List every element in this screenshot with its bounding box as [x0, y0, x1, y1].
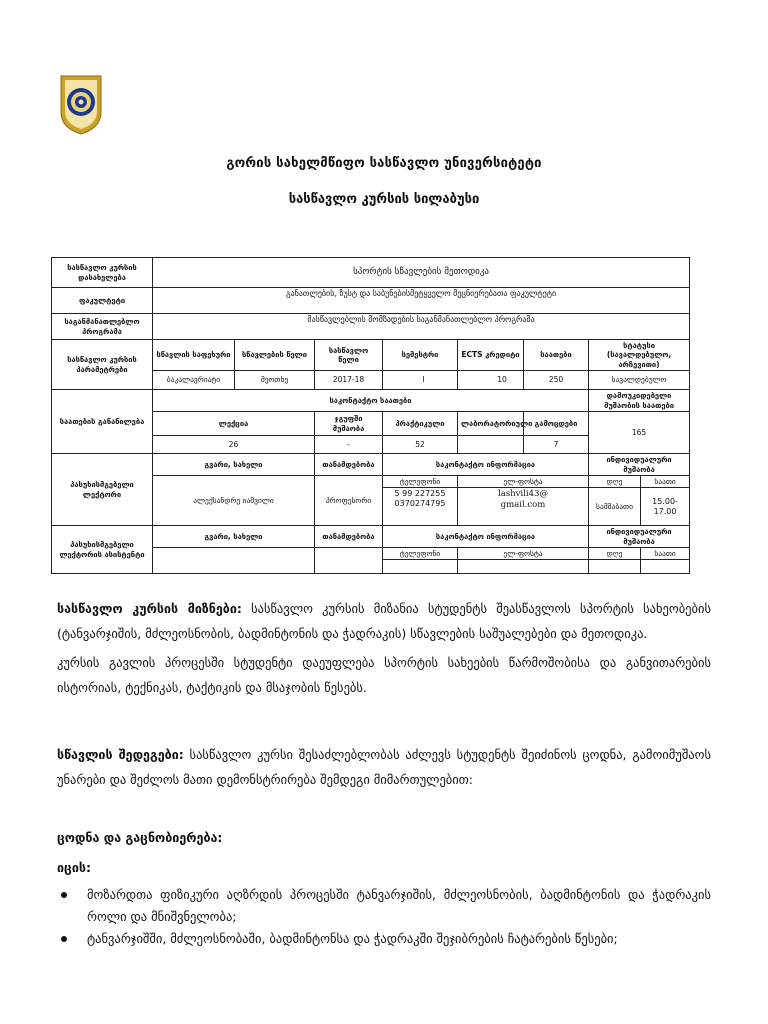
- col-phone-header: ტელეფონი: [383, 475, 458, 487]
- faculty-value: განათლების, ზუსტ და საბუნებისმეტყველო მეცნიერებათა ფაკულტეტი: [153, 288, 690, 314]
- hours-label: საათების განაწილება: [52, 390, 153, 454]
- param-header: სასწავლო წელი: [315, 340, 383, 371]
- knowledge-list: [57, 884, 711, 950]
- col-position-header: თანამდებობა: [315, 526, 383, 548]
- bullet-icon: [61, 892, 67, 898]
- param-header: საათები: [524, 340, 589, 371]
- knowledge-subheading: იცის:: [57, 860, 91, 875]
- goals-paragraph: [57, 596, 711, 646]
- col-contact-header: საკონტაქტო ინფორმაცია: [383, 526, 589, 548]
- assistant-position: [315, 548, 383, 574]
- lecturer-label: პასუხისმგებელი ლექტორი: [52, 454, 153, 526]
- goals-text: სასწავლო კურსის მიზანია სტუდენტს შეასწავლოს სპორტის სახეობების (ტანვარჯიშის, მძლეოსნობის, ბადმინტონის და ჭადრაკის) სწავლების საშუალებები და მეთოდიკა.: [57, 601, 711, 641]
- col-email-header: ელ-ფოსტა: [458, 548, 589, 560]
- param-header: სწავლის საფეხური: [153, 340, 235, 371]
- list-item-text: ტანვარჯიშში, მძლეოსნობაში, ბადმინტონსა და ჭადრაკში შეჯიბრების ჩატარების წესები;: [87, 931, 618, 946]
- param-value: I: [383, 371, 458, 390]
- course-name-label: სასწავლო კურსის დასახელება: [52, 258, 153, 288]
- contact-hours-header: საკონტაქტო საათები: [153, 390, 589, 412]
- param-value: 2017-18: [315, 371, 383, 390]
- independent-hours-header: დამოუკიდებელი მუშაობის საათები: [589, 390, 690, 412]
- lecturer-time-1: 15.00-: [652, 496, 678, 506]
- lecturer-day: სამშაბათი: [589, 488, 641, 526]
- col-day-header: დღე: [589, 475, 641, 487]
- col-name-header: გვარი, სახელი: [153, 526, 315, 548]
- outcomes-text: სასწავლო კურსი შესაძლებლობას აძლევს სტუდენტს შეიძინოს ცოდნა, გამოიმუშაოს უნარები და შეძლოს მათი დემონსტრირება შემდეგი მიმართულებით:: [57, 747, 711, 787]
- lecturer-phone: [383, 488, 458, 526]
- col-individual-header: ინდივიდუალური მუშაობა: [589, 454, 690, 476]
- hours-header-practical: პრაქტიკული: [383, 412, 458, 436]
- param-value: 250: [524, 371, 589, 390]
- assistant-phone: [383, 560, 458, 574]
- syllabus-table: [51, 257, 690, 574]
- hours-value-practical: 52: [383, 436, 458, 454]
- university-name: გორის სახელმწიფო სასწავლო უნივერსიტეტი: [226, 156, 542, 171]
- lecturer-time-2: 17.00: [653, 506, 677, 516]
- program-value: მასწავლებლის მომზადების საგანმანათლებლო პროგრამა: [153, 314, 690, 340]
- col-position-header: თანამდებობა: [315, 454, 383, 476]
- param-value: 10: [458, 371, 524, 390]
- param-value: ბაკალავრიატი: [153, 371, 235, 390]
- faculty-label: ფაკულტეტი: [52, 288, 153, 314]
- lecturer-name: ალექსანდრე იაშვილი: [153, 475, 315, 525]
- assistant-day: [589, 560, 641, 574]
- lecturer-email-2: gmail.com: [500, 499, 546, 510]
- col-individual-header: ინდივიდუალური მუშაობა: [589, 526, 690, 548]
- independent-hours-value: 165: [589, 412, 690, 454]
- param-header: სემესტრი: [383, 340, 458, 371]
- lecturer-position: პროფესორი: [315, 475, 383, 525]
- param-header: ECTS კრედიტი: [458, 340, 524, 371]
- assistant-time: [641, 560, 690, 574]
- outcomes-paragraph: [57, 742, 711, 792]
- col-hour-header: საათი: [641, 548, 690, 560]
- program-label: საგანმანათლებლო პროგრამა: [52, 314, 153, 340]
- col-hour-header: საათი: [641, 475, 690, 487]
- course-name: სპორტის სწავლების მეთოდიკა: [153, 258, 690, 288]
- param-header: სწავლების წელი: [235, 340, 315, 371]
- hours-value-lab: [458, 436, 524, 454]
- outcomes-label: სწავლის შედეგები:: [57, 747, 184, 762]
- col-contact-header: საკონტაქტო ინფორმაცია: [383, 454, 589, 476]
- document-title: სასწავლო კურსის სილაბუსი: [288, 192, 480, 207]
- lecturer-phone-1: 5 99 227255: [394, 489, 446, 499]
- assistant-name: [153, 548, 315, 574]
- knowledge-heading: ცოდნა და გაცნობიერება:: [57, 830, 223, 845]
- list-item-text: მოზარდთა ფიზიკური აღზრდის პროცესში ტანვარჯიშის, მძლეოსნობის, ბადმინტონის და ჭადრაკის როლი და მნიშვნელობა;: [87, 887, 711, 924]
- hours-header-group: ჯგუფში მუშაობა: [315, 412, 383, 436]
- params-label: სასწავლო კურსის პარამეტრები: [52, 340, 153, 390]
- col-phone-header: ტელეფონი: [383, 548, 458, 560]
- lecturer-email[interactable]: [458, 488, 589, 526]
- param-value: მეოთხე: [235, 371, 315, 390]
- param-value: სავალდებულო: [589, 371, 690, 390]
- param-header: სტატუსი (სავალდებულო, არჩევითი): [589, 340, 690, 371]
- col-email-header: ელ-ფოსტა: [458, 475, 589, 487]
- goals-paragraph-2: კურსის გავლის პროცესში სტუდენტი დაეუფლება სპორტის სახეების წარმოშობისა და განვითარების ისტორიას, ტექნიკას, ტაქტიკის და მსაჯობის წესებს.: [57, 655, 711, 695]
- lecturer-time: [641, 488, 690, 526]
- hours-header-lab: ლაბორატორიული: [458, 412, 524, 436]
- list-item: [57, 928, 711, 950]
- assistant-label: პასუხისმგებელი ლექტორის ასისტენტი: [52, 526, 153, 574]
- col-day-header: დღე: [589, 548, 641, 560]
- lecturer-phone-2: 0370274795: [394, 499, 446, 509]
- hours-value-exams: 7: [524, 436, 589, 454]
- list-item: [57, 884, 711, 928]
- hours-value-lecture: 26: [153, 436, 315, 454]
- col-name-header: გვარი, სახელი: [153, 454, 315, 476]
- hours-header-lecture: ლექცია: [153, 412, 315, 436]
- bullet-icon: [61, 936, 67, 942]
- hours-header-exams: გამოცდები: [524, 412, 589, 436]
- goals-label: სასწავლო კურსის მიზნები:: [57, 601, 242, 616]
- lecturer-email-1: lashvili43@: [498, 489, 548, 500]
- assistant-email: [458, 560, 589, 574]
- hours-value-group: -: [315, 436, 383, 454]
- university-seal-logo: [58, 72, 104, 136]
